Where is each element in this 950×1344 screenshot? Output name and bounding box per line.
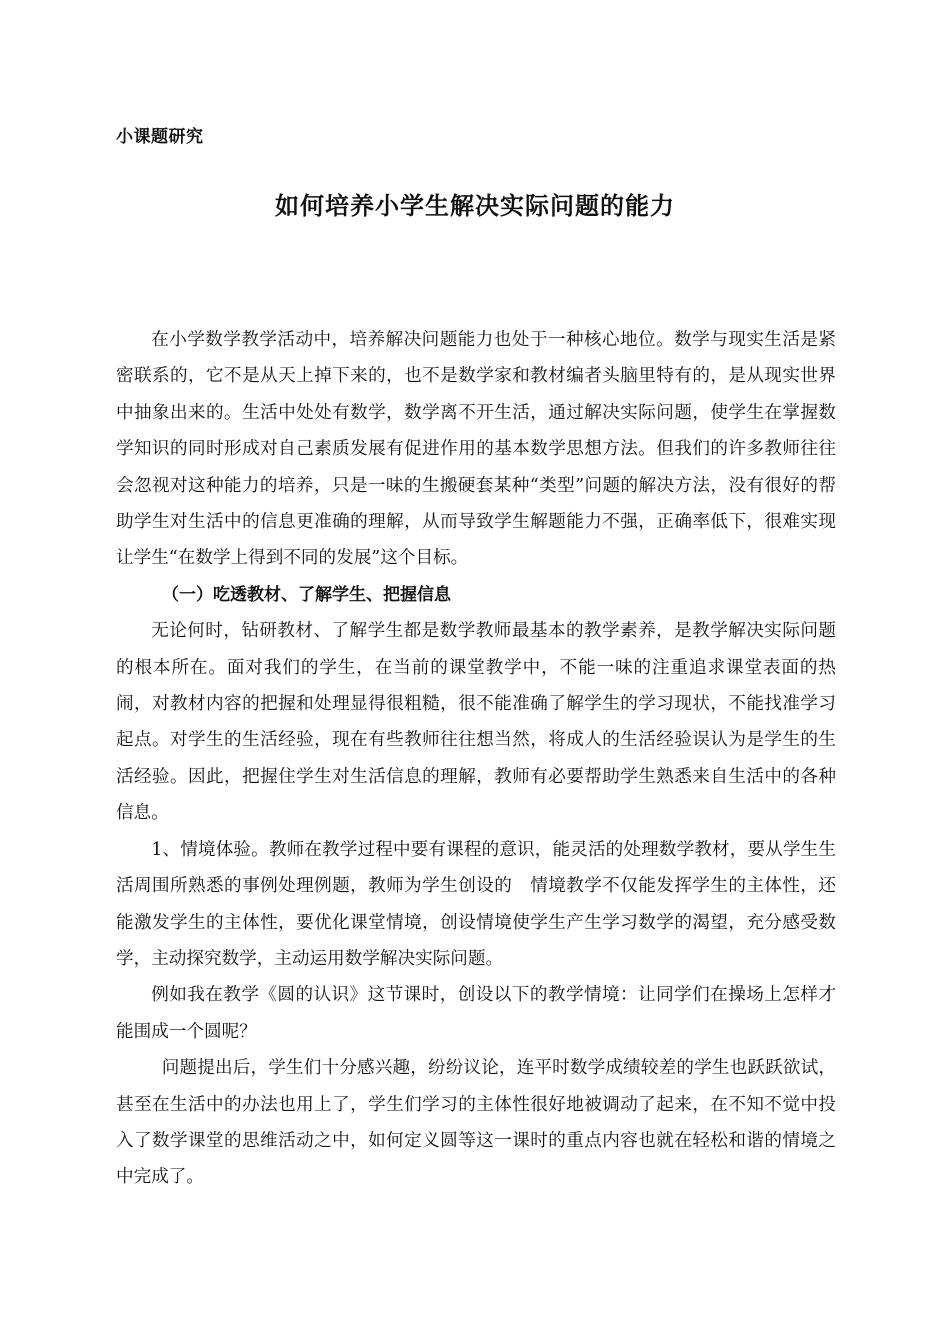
document-label: 小课题研究 [116, 127, 204, 147]
document-body [116, 322, 836, 1196]
document-title: 如何培养小学生解决实际问题的能力 [275, 192, 675, 220]
intro-paragraph: 在小学数学教学活动中，培养解决问题能力也处于一种核心地位。数学与现实生活是紧密联系的，它不是从天上掉下来的，也不是数学家和教材编者头脑里特有的，是从现实世界中抽象出来的。生活中处处有数学，数学离不开生活，通过解决实际问题，使学生在掌握数学知识的同时形成对自己素质发展有促进作用的基本数学思想方法。但我们的许多教师往往会忽视对这种能力的培养，只是一味的生搬硬套某种“类型”问题的解决方法，没有很好的帮助学生对生活中的信息更准确的理解，从而导致学生解题能力不强，正确率低下，很难实现让学生“在数学上得到不同的发展”这个目标。 [116, 330, 836, 569]
body-paragraph: 1、情境体验。教师在教学过程中要有课程的意识，能灵活的处理数学教材，要从学生生活周围所熟悉的事例处理例题，教师为学生创设的 情境教学不仅能发挥学生的主体性，还能激发学生的主体性，要优化课堂情境，创设情境使学生产生学习数学的渴望，充分感受数学，主动探究数学，主动运用数学解决实际问题。 [116, 839, 836, 969]
section-heading: （一）吃透教材、了解学生、把握信息 [162, 584, 451, 605]
body-paragraph: 例如我在教学《圆的认识》这节课时，创设以下的教学情境：让同学们在操场上怎样才能围成一个圆呢？ [116, 985, 836, 1042]
body-paragraph: 无论何时，钻研教材、了解学生都是数学教师最基本的教学素养，是教学解决实际问题的根本所在。面对我们的学生，在当前的课堂教学中，不能一味的注重追求课堂表面的热闹，对教材内容的把握和处理显得很粗糙，很不能准确了解学生的学习现状，不能找准学习起点。对学生的生活经验，现在有些教师往往想当然，将成人的生活经验误认为是学生的生活经验。因此，把握住学生对生活信息的理解，教师有必要帮助学生熟悉来自生活中的各种信息。 [116, 621, 836, 824]
body-paragraph: 问题提出后，学生们十分感兴趣，纷纷议论，连平时数学成绩较差的学生也跃跃欲试，甚至在生活中的办法也用上了，学生们学习的主体性很好地被调动了起来，在不知不觉中投入了数学课堂的思维活动之中，如何定义圆等这一课时的重点内容也就在轻松和谐的情境之中完成了。 [116, 1058, 836, 1188]
